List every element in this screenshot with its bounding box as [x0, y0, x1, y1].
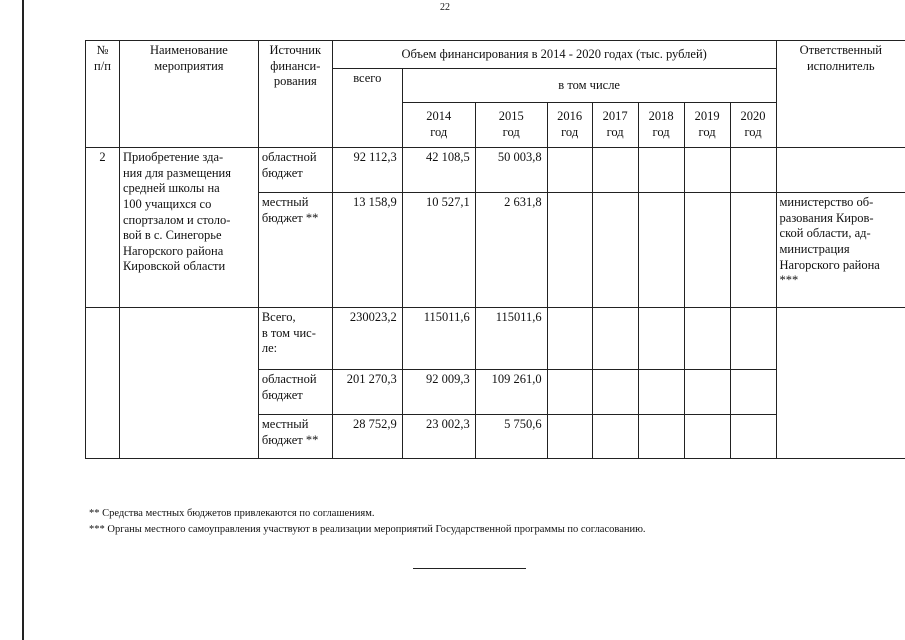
page-margin-line	[22, 0, 24, 640]
header-including: в том числе	[402, 69, 776, 103]
footnote-local-budgets: ** Средства местных бюджетов привлекаются по соглашениям.	[89, 508, 375, 519]
row-2015: 5 750,6	[475, 415, 547, 459]
item-number: 2	[86, 148, 120, 308]
header-year-2017: 2017 год	[592, 103, 638, 148]
row-source: областной бюджет	[258, 148, 332, 193]
row-2018	[638, 370, 684, 415]
row-2020	[730, 148, 776, 193]
row-2020	[730, 370, 776, 415]
header-year-2018: 2018 год	[638, 103, 684, 148]
row-2017	[592, 415, 638, 459]
row-source: местный бюджет **	[258, 415, 332, 459]
row-2019	[684, 370, 730, 415]
row-2019	[684, 415, 730, 459]
financing-table	[85, 40, 905, 459]
row-total: 230023,2	[332, 308, 402, 370]
page-number: 22	[440, 2, 450, 13]
row-2017	[592, 370, 638, 415]
row-2017	[592, 308, 638, 370]
item-name: Приобретение зда- ния для размещения средней школы на 100 учащихся со спортзалом и столо- вой в с. Синегорье Нагорского района Кировской области	[119, 148, 258, 308]
row-2018	[638, 193, 684, 308]
header-number: № п/п	[86, 41, 120, 148]
row-source: областной бюджет	[258, 370, 332, 415]
row-2014: 42 108,5	[402, 148, 475, 193]
row-2014: 115011,6	[402, 308, 475, 370]
header-year-2020: 2020 год	[730, 103, 776, 148]
header-total: всего	[332, 69, 402, 148]
row-2014: 92 009,3	[402, 370, 475, 415]
row-2020	[730, 415, 776, 459]
row-2016	[547, 308, 592, 370]
row-2019	[684, 148, 730, 193]
header-source: Источник финанси- рования	[258, 41, 332, 148]
header-name: Наименование мероприятия	[119, 41, 258, 148]
header-year-2019: 2019 год	[684, 103, 730, 148]
row-total: 13 158,9	[332, 193, 402, 308]
header-year-2016: 2016 год	[547, 103, 592, 148]
row-2016	[547, 148, 592, 193]
row-total: 92 112,3	[332, 148, 402, 193]
row-source: Всего, в том чис- ле:	[258, 308, 332, 370]
row-2015: 115011,6	[475, 308, 547, 370]
row-2015: 50 003,8	[475, 148, 547, 193]
header-volume: Объем финансирования в 2014 - 2020 годах (тыс. рублей)	[332, 41, 776, 69]
header-year-2015: 2015 год	[475, 103, 547, 148]
row-2020	[730, 308, 776, 370]
row-2015: 109 261,0	[475, 370, 547, 415]
row-2017	[592, 193, 638, 308]
row-2014: 10 527,1	[402, 193, 475, 308]
row-2018	[638, 148, 684, 193]
responsible-executor: министерство об- разования Киров- ской области, ад- министрация Нагорского района ***	[776, 193, 905, 308]
footnote-local-government: *** Органы местного самоуправления участвуют в реализации мероприятий Государственной программы по согласованию.	[89, 524, 646, 535]
closing-separator-line	[413, 568, 526, 569]
header-year-2014: 2014 год	[402, 103, 475, 148]
row-2018	[638, 308, 684, 370]
row-2016	[547, 193, 592, 308]
row-total: 28 752,9	[332, 415, 402, 459]
totals-number-empty	[86, 308, 120, 459]
row-source: местный бюджет **	[258, 193, 332, 308]
row-2016	[547, 370, 592, 415]
row-2019	[684, 193, 730, 308]
row-2015: 2 631,8	[475, 193, 547, 308]
totals-name-empty	[119, 308, 258, 459]
row-2014: 23 002,3	[402, 415, 475, 459]
row-2017	[592, 148, 638, 193]
totals-responsible-empty	[776, 308, 905, 459]
row-responsible-empty	[776, 148, 905, 193]
row-2018	[638, 415, 684, 459]
row-2019	[684, 308, 730, 370]
row-2020	[730, 193, 776, 308]
row-2016	[547, 415, 592, 459]
header-responsible: Ответственный исполнитель	[776, 41, 905, 148]
row-total: 201 270,3	[332, 370, 402, 415]
